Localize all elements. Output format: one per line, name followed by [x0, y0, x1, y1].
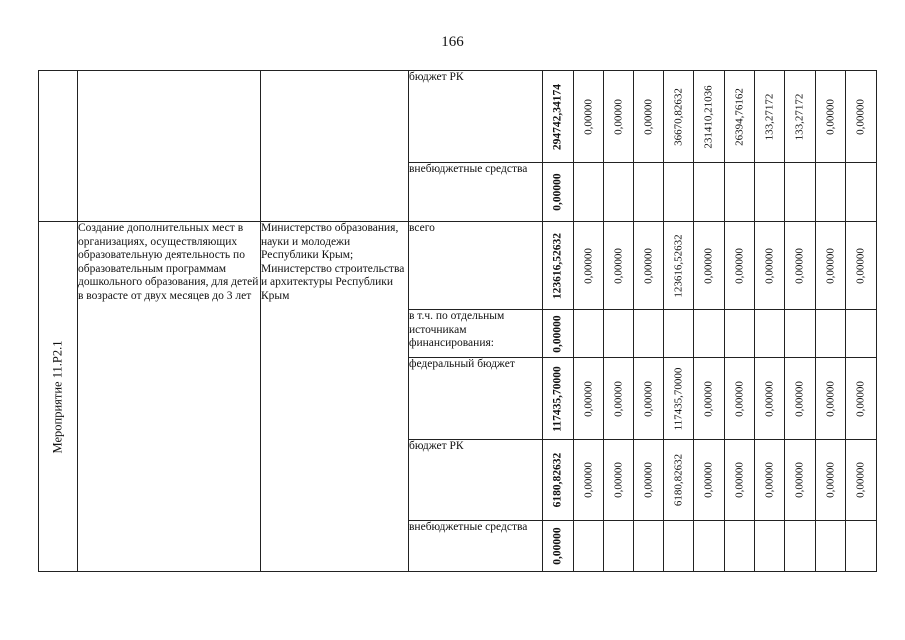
- value-cell: [634, 222, 664, 310]
- value-text: 0,00000: [611, 380, 624, 417]
- value-cell: [785, 222, 816, 310]
- value-text: 0,00000: [823, 98, 836, 135]
- value-cell: [604, 71, 634, 163]
- value-cell: [574, 310, 604, 358]
- value-cell: [755, 358, 785, 440]
- value-cell: [725, 358, 755, 440]
- value-cell: [785, 521, 816, 572]
- total-cell: [543, 521, 574, 572]
- value-text: 133,27172: [762, 93, 775, 140]
- description-cell-prev: [78, 71, 261, 222]
- value-cell: [634, 163, 664, 222]
- value-cell: [816, 71, 846, 163]
- value-cell: [785, 440, 816, 521]
- total-value: 294742,34174: [551, 83, 564, 150]
- value-cell: [664, 440, 694, 521]
- value-cell: [634, 358, 664, 440]
- value-text: 0,00000: [641, 98, 654, 135]
- value-cell: [785, 358, 816, 440]
- total-cell: [543, 163, 574, 222]
- value-cell: [694, 222, 725, 310]
- table-row: [39, 71, 877, 163]
- value-cell: [694, 71, 725, 163]
- value-text: 117435,70000: [671, 367, 684, 430]
- value-cell: [846, 521, 877, 572]
- total-value: 0,00000: [551, 173, 564, 211]
- value-text: 0,00000: [823, 380, 836, 417]
- value-cell: [816, 163, 846, 222]
- value-text: 0,00000: [732, 380, 745, 417]
- funding-source-cell: [409, 163, 543, 222]
- value-text: 0,00000: [823, 247, 836, 284]
- value-cell: [664, 163, 694, 222]
- total-value: 6180,82632: [551, 452, 564, 508]
- value-cell: [574, 440, 604, 521]
- value-text: 0,00000: [581, 380, 594, 417]
- value-cell: [846, 163, 877, 222]
- value-cell: [725, 440, 755, 521]
- value-cell: [846, 358, 877, 440]
- value-cell: [574, 71, 604, 163]
- funding-source-cell: [409, 310, 543, 358]
- value-text: 0,00000: [854, 98, 867, 135]
- value-text: 0,00000: [611, 98, 624, 135]
- value-text: 0,00000: [854, 380, 867, 417]
- value-text: 0,00000: [702, 462, 715, 498]
- value-cell: [694, 440, 725, 521]
- value-cell: [725, 71, 755, 163]
- value-cell: [755, 222, 785, 310]
- funding-source-cell: [409, 358, 543, 440]
- value-text: 0,00000: [854, 247, 867, 284]
- value-cell: [574, 163, 604, 222]
- total-cell: [543, 222, 574, 310]
- value-cell: [755, 310, 785, 358]
- value-cell: [664, 71, 694, 163]
- value-cell: [634, 521, 664, 572]
- total-cell: [543, 358, 574, 440]
- value-cell: [694, 310, 725, 358]
- value-text: 0,00000: [762, 247, 775, 284]
- value-cell: [755, 521, 785, 572]
- funding-source-label: федеральный бюджет: [409, 358, 515, 370]
- value-cell: [725, 310, 755, 358]
- funding-source-label: внебюджетные средства: [409, 163, 528, 175]
- event-code: Мероприятие 11.Р2.1: [50, 340, 65, 453]
- value-cell: [816, 440, 846, 521]
- total-cell: [543, 71, 574, 163]
- value-cell: [574, 358, 604, 440]
- value-cell: [694, 163, 725, 222]
- value-text: 0,00000: [611, 462, 624, 498]
- value-text: 123616,52632: [671, 233, 684, 298]
- value-text: 0,00000: [793, 380, 806, 417]
- value-text: 6180,82632: [671, 453, 684, 507]
- funding-source-cell: [409, 440, 543, 521]
- event-code-cell: [39, 222, 78, 572]
- funding-source-cell: [409, 521, 543, 572]
- value-cell: [755, 440, 785, 521]
- funding-source-label: внебюджетные средства: [409, 521, 528, 533]
- event-executors: Министерство образования, науки и молодежи Республики Крым; Министерство строительства и архитектуры Республики Крым: [261, 222, 405, 302]
- funding-source-label: бюджет РК: [409, 440, 464, 452]
- value-text: 133,27172: [793, 93, 806, 140]
- value-cell: [604, 163, 634, 222]
- value-text: 0,00000: [581, 247, 594, 284]
- value-text: 0,00000: [854, 462, 867, 498]
- code-cell-prev: [39, 71, 78, 222]
- page-number: 166: [441, 34, 464, 50]
- value-cell: [846, 71, 877, 163]
- value-text: 0,00000: [581, 98, 594, 135]
- value-text: 0,00000: [581, 462, 594, 498]
- value-text: 0,00000: [611, 247, 624, 284]
- value-cell: [755, 71, 785, 163]
- value-cell: [604, 310, 634, 358]
- value-cell: [604, 222, 634, 310]
- total-cell: [543, 440, 574, 521]
- value-cell: [785, 163, 816, 222]
- value-text: 0,00000: [793, 462, 806, 498]
- value-cell: [664, 222, 694, 310]
- value-cell: [816, 222, 846, 310]
- funding-source-cell: [409, 222, 543, 310]
- total-value: 117435,70000: [551, 365, 564, 432]
- total-value: 123616,52632: [551, 232, 564, 299]
- value-cell: [725, 521, 755, 572]
- value-text: 36670,82632: [671, 87, 684, 146]
- value-cell: [785, 71, 816, 163]
- value-text: 0,00000: [641, 380, 654, 417]
- total-value: 0,00000: [551, 314, 564, 353]
- value-text: 0,00000: [641, 247, 654, 284]
- value-text: 0,00000: [702, 380, 715, 417]
- value-text: 231410,21036: [702, 84, 715, 149]
- value-cell: [816, 358, 846, 440]
- value-text: 0,00000: [641, 462, 654, 498]
- value-cell: [604, 358, 634, 440]
- value-cell: [604, 440, 634, 521]
- funding-source-label: всего: [409, 222, 435, 234]
- value-cell: [574, 521, 604, 572]
- value-cell: [664, 521, 694, 572]
- value-text: 0,00000: [793, 247, 806, 284]
- event-executor-cell: [261, 222, 409, 572]
- executor-cell-prev: [261, 71, 409, 222]
- table-row: [39, 222, 877, 310]
- event-description-cell: [78, 222, 261, 572]
- value-text: 0,00000: [762, 380, 775, 417]
- value-cell: [634, 71, 664, 163]
- value-cell: [634, 310, 664, 358]
- value-cell: [846, 440, 877, 521]
- total-cell: [543, 310, 574, 358]
- funding-source-label: бюджет РК: [409, 71, 464, 83]
- funding-source-cell: [409, 71, 543, 163]
- value-cell: [574, 222, 604, 310]
- value-text: 0,00000: [732, 462, 745, 498]
- value-cell: [755, 163, 785, 222]
- value-cell: [604, 521, 634, 572]
- value-cell: [785, 310, 816, 358]
- event-description: Создание дополнительных мест в организациях, осуществляющих образовательную деятельность по образовательным программам дошкольного образования, для детей в возрасте от двух месяцев до 3 лет: [78, 222, 259, 302]
- total-value: 0,00000: [551, 527, 564, 565]
- value-text: 0,00000: [762, 462, 775, 498]
- value-cell: [664, 310, 694, 358]
- value-text: 0,00000: [732, 247, 745, 284]
- value-cell: [664, 358, 694, 440]
- value-text: 0,00000: [702, 247, 715, 284]
- value-cell: [634, 440, 664, 521]
- value-text: 0,00000: [823, 462, 836, 498]
- value-cell: [694, 358, 725, 440]
- value-cell: [694, 521, 725, 572]
- budget-table: [38, 70, 877, 572]
- value-text: 26394,76162: [732, 87, 745, 146]
- value-cell: [846, 222, 877, 310]
- value-cell: [846, 310, 877, 358]
- value-cell: [725, 222, 755, 310]
- value-cell: [725, 163, 755, 222]
- value-cell: [816, 521, 846, 572]
- funding-source-label: в т.ч. по отдельным источникам финансирования:: [409, 310, 505, 349]
- value-cell: [816, 310, 846, 358]
